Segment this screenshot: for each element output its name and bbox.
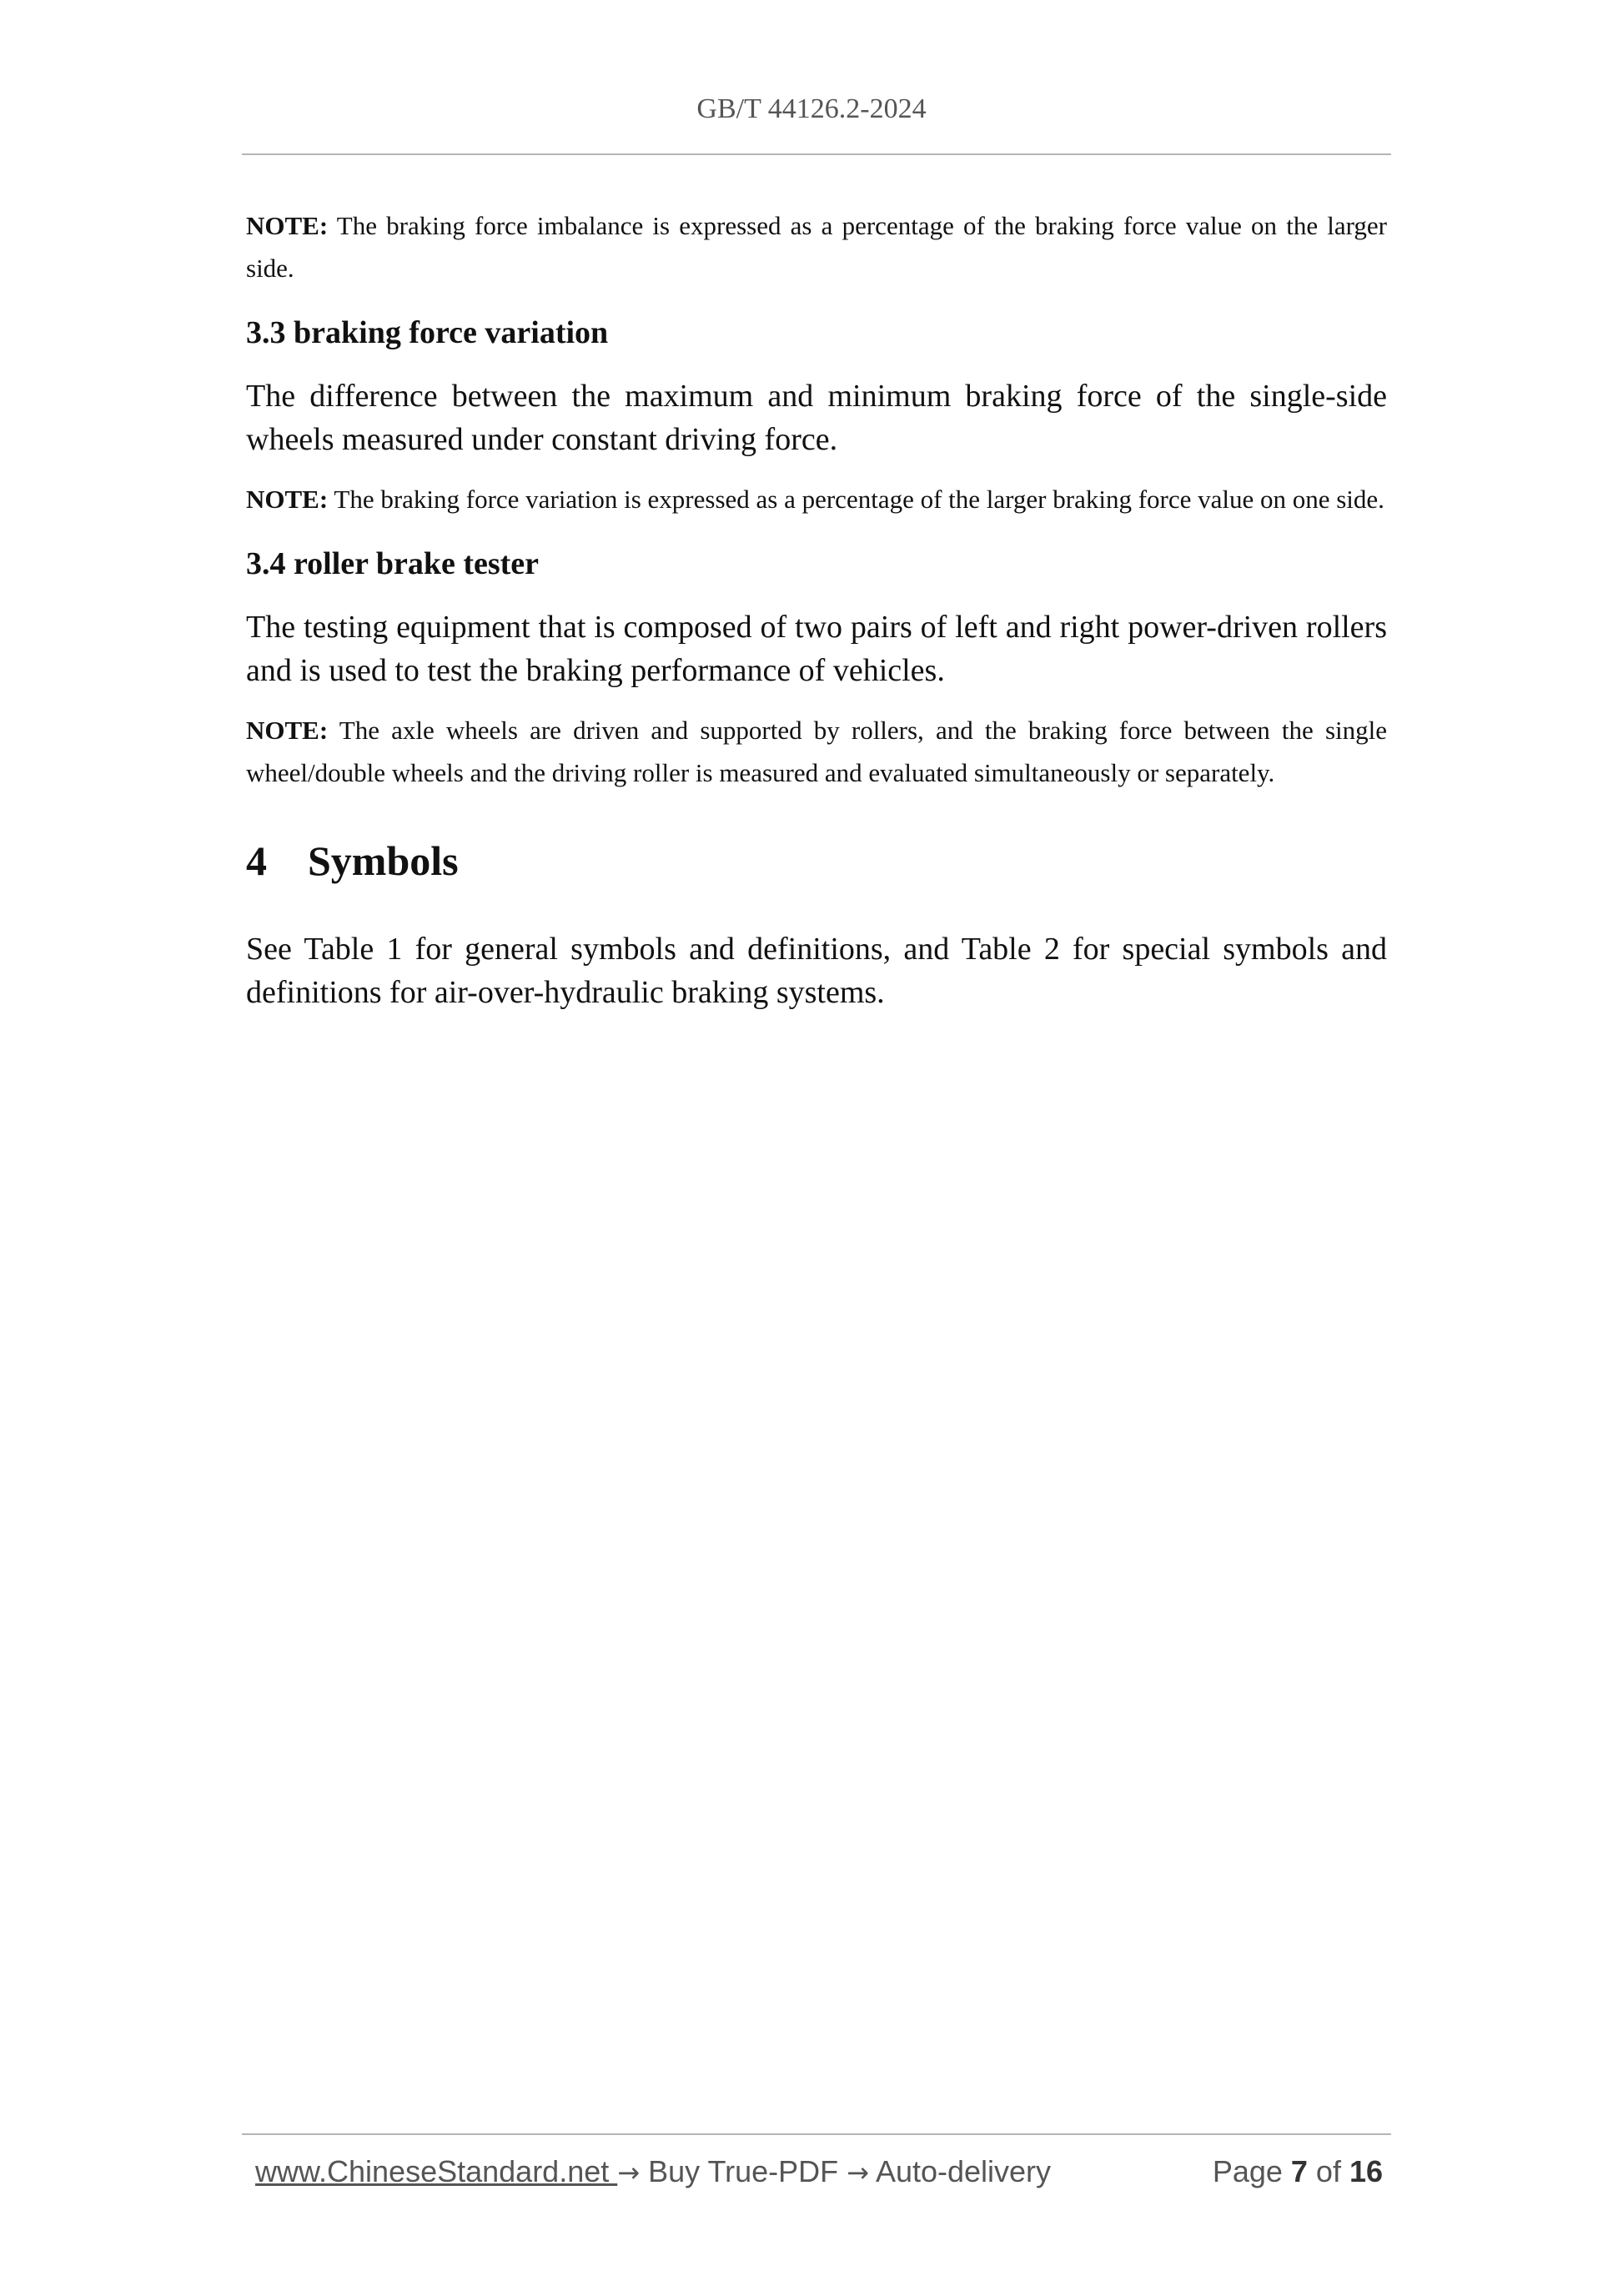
footer-promo — [255, 2152, 1051, 2193]
note-label: NOTE: — [246, 211, 329, 240]
section-3-3-heading: 3.3 braking force variation — [246, 315, 609, 350]
of-label: of — [1307, 2154, 1349, 2188]
arrow-right-icon: → — [847, 2157, 869, 2188]
page-content — [246, 204, 1387, 1014]
arrow-right-icon: → — [617, 2157, 641, 2188]
note-label: NOTE: — [246, 485, 329, 514]
note-braking-force-variation — [246, 478, 1387, 520]
footer-divider — [242, 2133, 1391, 2135]
section-4-paragraph: See Table 1 for general symbols and definitions, and Table 2 for special symbols and definitions for air-over-hydraulic braking systems. — [246, 932, 1387, 1010]
page-total: 16 — [1349, 2154, 1383, 2188]
note-label: NOTE: — [246, 716, 329, 745]
section-title: Symbols — [308, 837, 459, 884]
page-indicator — [1213, 2152, 1383, 2192]
page-number: 7 — [1290, 2154, 1308, 2188]
section-3-3-definition: The difference between the maximum and minimum braking force of the single-side wheels measured under constant driving force. — [246, 379, 1387, 457]
header-divider — [242, 153, 1391, 155]
section-3-4-heading: 3.4 roller brake tester — [246, 546, 540, 581]
auto-delivery-text: Auto-delivery — [868, 2154, 1052, 2188]
section-number: 4 — [246, 837, 267, 884]
buy-true-pdf-text: Buy True-PDF — [640, 2154, 847, 2188]
note-text: The braking force variation is expressed as a percentage of the larger braking force value on one side. — [328, 485, 1384, 514]
section-4-heading — [246, 836, 1387, 886]
chinese-standard-link[interactable]: www.ChineseStandard.net — [255, 2154, 618, 2188]
note-text: The axle wheels are driven and supported by rollers, and the braking force between the single wheel/double wheels and the driving roller is measured and evaluated simultaneously or separately. — [246, 716, 1387, 787]
page-label: Page — [1212, 2154, 1291, 2188]
note-text: The braking force imbalance is expressed as a percentage of the braking force value on the larger side. — [246, 211, 1387, 283]
section-3-4-definition: The testing equipment that is composed of two pairs of left and right power-driven rollers and is used to test the braking performance of vehicles. — [246, 610, 1387, 688]
note-roller-brake-tester — [246, 709, 1387, 794]
document-header-title: GB/T 44126.2-2024 — [696, 93, 927, 124]
note-braking-force-imbalance — [246, 204, 1387, 289]
